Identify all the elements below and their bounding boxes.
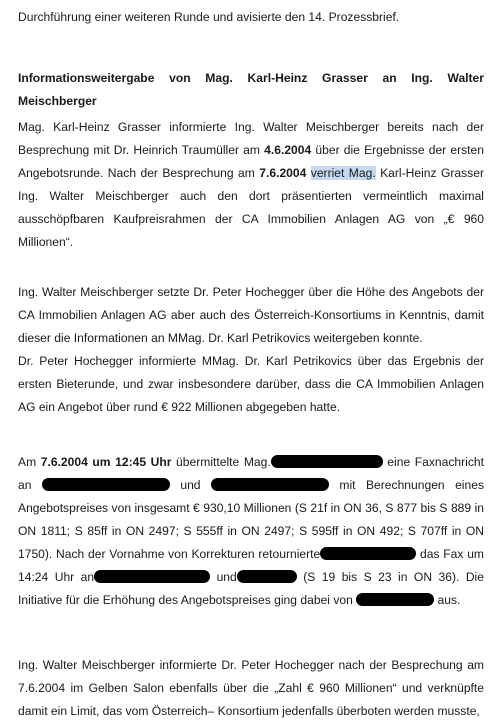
redaction-box	[237, 570, 297, 583]
paragraph-hochegger-informs: Dr. Peter Hochegger informierte MMag. Dr. Karl Petrikovics über das Ergebnis der ersten Bieterunde, und zwar insbesondere darüber, dass die CA Immobilien Anlagen AG ein Angebot über rund € 922 Millionen abgegeben hatte.	[18, 354, 484, 414]
p4-text-4: und	[169, 478, 211, 492]
redaction-box	[271, 455, 383, 468]
p4-text-1: Am	[18, 455, 41, 469]
p4-text-6: das Fax um 14:24 Uhr an	[18, 547, 484, 584]
date-time-7-6-2004: 7.6.2004 um 12:45 Uhr	[40, 455, 172, 469]
paragraph-meischberger-informs: Ing. Walter Meischberger setzte Dr. Peter Hochegger über die Höhe des Angebots der CA Immobilien Anlagen AG aber auch des Österreich-Konsortiums in Kenntnis, damit dieser die Informationen an MMag. Dr. Karl Petrikovics weitergeben konnte.	[18, 285, 484, 345]
intro-line: Durchführung einer weiteren Runde und avisierte den 14. Prozessbrief.	[18, 10, 400, 24]
p4-text-9: aus.	[434, 593, 461, 607]
p4-text-2: übermittelte Mag.	[171, 455, 271, 469]
section-heading: Informationsweitergabe von Mag. Karl-Heinz Grasser an Ing. Walter Meischberger	[18, 71, 484, 108]
p4-text-5: mit Berechnungen eines Angebotspreises von insgesamt € 930,10 Millionen (S 21f in ON 36, S 877 bis S 889 in ON 1811; S 85ff in ON 2497; S 555ff in ON 2497; S 595ff in ON 492; S 707ff in ON 1750). Nach der Vornahme von Korrekturen retournierte	[18, 478, 484, 561]
redaction-box	[320, 547, 416, 560]
p1-text-4: Karl-Heinz Grasser Ing. Walter Meischberger auch den dort präsentierten vermeintlich maximal ausschöpfbaren Kaufpreisrahmen der CA Immobilien Anlagen AG von „€ 960 Millionen“.	[18, 166, 484, 249]
redaction-box	[42, 478, 170, 491]
redaction-box	[94, 570, 210, 583]
highlighted-text[interactable]: verriet Mag.	[310, 166, 376, 180]
redaction-box	[211, 478, 329, 491]
p1-text-2: über die Ergebnisse der ersten Angebotsrunde. Nach der Besprechung am	[18, 143, 484, 180]
p1-text-1: Mag. Karl-Heinz Grasser informierte Ing. Walter Meischberger bereits nach der Besprechung mit Dr. Heinrich Traumüller am	[18, 120, 484, 157]
p4-text-3: eine Faxnachricht an	[18, 455, 484, 492]
paragraph-limit: Ing. Walter Meischberger informierte Dr. Peter Hochegger nach der Besprechung am 7.6.2004 im Gelben Salon ebenfalls über die „Zahl € 960 Millionen“ und verknüpfte damit ein Limit, das vom Österreich– Konsortium jedenfalls überboten werden musste,	[18, 658, 484, 718]
date-4-6-2004: 4.6.2004	[264, 143, 312, 157]
paragraph-fax	[18, 451, 484, 612]
date-7-6-2004: 7.6.2004	[259, 166, 307, 180]
redaction-box	[356, 593, 434, 606]
p4-text-7: und	[210, 570, 237, 584]
paragraph-grasser-informs	[18, 116, 484, 254]
p4-text-8: (S 19 bis S 23 in ON 36). Die Initiative für die Erhöhung des Angebotspreises ging dabei von	[18, 570, 484, 607]
